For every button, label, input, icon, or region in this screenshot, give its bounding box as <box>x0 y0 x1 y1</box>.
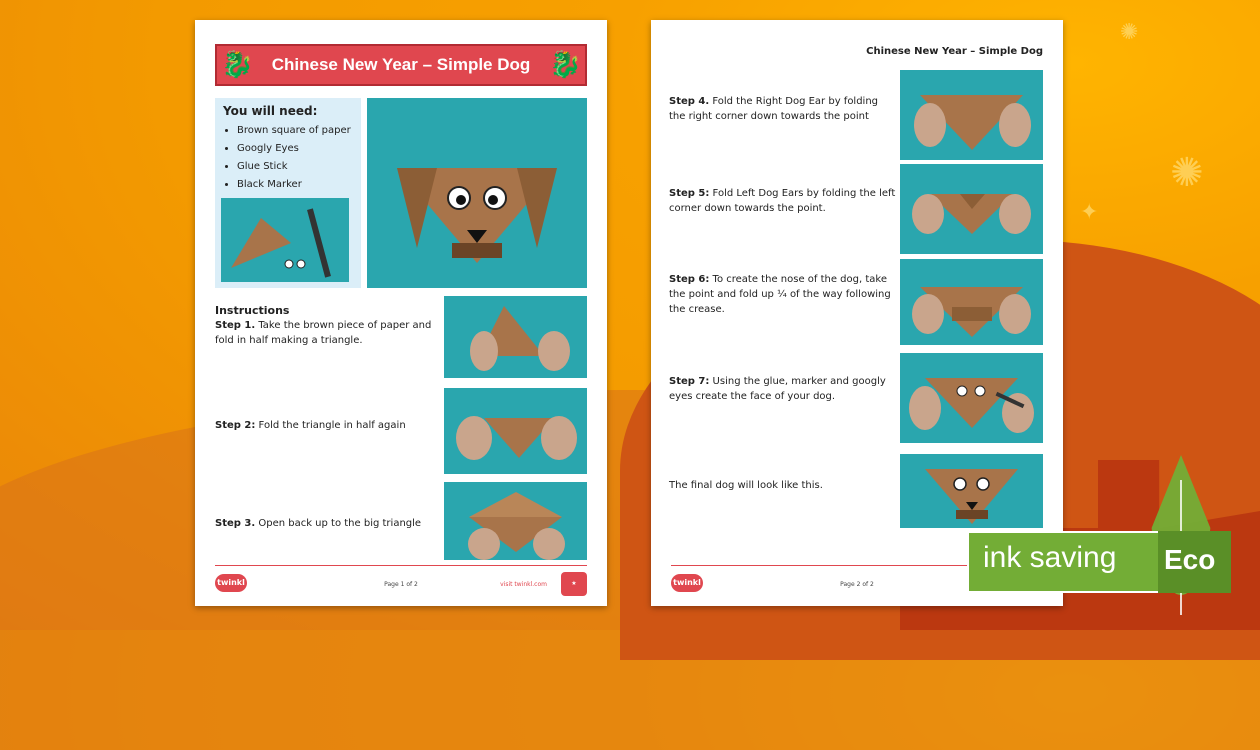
step-4 <box>669 94 897 124</box>
step-1-photo <box>444 296 587 378</box>
list-item: • Brown square of paper <box>237 122 353 140</box>
dragon-icon: 🐉 <box>549 50 582 80</box>
page-header: Chinese New Year – Simple Dog <box>866 46 1043 57</box>
step-5 <box>669 186 897 216</box>
title-banner <box>215 44 587 86</box>
materials-photo <box>221 198 349 282</box>
step-label: Step 2: <box>215 420 256 431</box>
ink-saving-eco-badge <box>967 531 1231 593</box>
step-text: Open back up to the big triangle <box>255 518 422 529</box>
step-5-photo <box>900 164 1043 254</box>
page-number: Page 1 of 2 <box>384 581 418 588</box>
step-text: To create the nose of the dog, take the point and fold up ¼ of the way following the crease. <box>669 274 891 315</box>
step-2-photo <box>444 388 587 474</box>
step-label: Step 7: <box>669 376 710 387</box>
step-4-photo <box>900 70 1043 160</box>
visit-link: visit twinkl.com <box>500 581 547 588</box>
step-label: Step 3. <box>215 518 256 529</box>
step-text: Fold the Right Dog Ear by folding the right corner down towards the point <box>669 96 879 122</box>
twinkl-logo: twinkl <box>215 574 247 592</box>
materials-box <box>215 98 361 288</box>
step-6-photo <box>900 259 1043 345</box>
step-text: Take the brown piece of paper and fold in half making a triangle. <box>215 320 432 346</box>
worksheet-page-2 <box>651 20 1063 606</box>
step-text: Fold Left Dog Ears by folding the left corner down towards the point. <box>669 188 896 214</box>
step-7 <box>669 374 897 404</box>
step-label: Step 5: <box>669 188 710 199</box>
step-3 <box>215 516 435 531</box>
step-2 <box>215 418 435 433</box>
final-dog-photo <box>367 98 587 288</box>
twinkl-badge-icon: ★ <box>561 572 587 596</box>
twinkl-logo: twinkl <box>671 574 703 592</box>
step-label: Step 6: <box>669 274 710 285</box>
final-step-text: The final dog will look like this. <box>669 480 823 491</box>
footer-divider <box>215 565 587 566</box>
step-text: Fold the triangle in half again <box>255 420 406 431</box>
firework-icon: ✦ <box>1080 200 1099 225</box>
page-title: Chinese New Year – Simple Dog <box>271 55 531 74</box>
eco-text: Eco <box>1164 544 1216 575</box>
step-1 <box>215 318 435 348</box>
final-dog-small-photo <box>900 454 1043 528</box>
list-item: • Black Marker <box>237 176 353 194</box>
step-3-photo <box>444 482 587 560</box>
step-label: Step 1. <box>215 320 256 331</box>
step-6 <box>669 272 897 317</box>
materials-list <box>223 122 353 194</box>
step-text: Using the glue, marker and googly eyes create the face of your dog. <box>669 376 886 402</box>
firework-icon: ✺ <box>1170 150 1204 196</box>
step-7-photo <box>900 353 1043 443</box>
firework-icon: ✺ <box>1120 20 1139 45</box>
page-number: Page 2 of 2 <box>840 581 874 588</box>
step-label: Step 4. <box>669 96 710 107</box>
list-item: • Glue Stick <box>237 158 353 176</box>
instructions-heading: Instructions <box>215 304 290 317</box>
materials-heading: You will need: <box>223 104 318 118</box>
ink-saving-text: ink saving <box>983 541 1117 574</box>
worksheet-page-1 <box>195 20 607 606</box>
list-item: • Googly Eyes <box>237 140 353 158</box>
dragon-icon: 🐉 <box>221 50 254 80</box>
